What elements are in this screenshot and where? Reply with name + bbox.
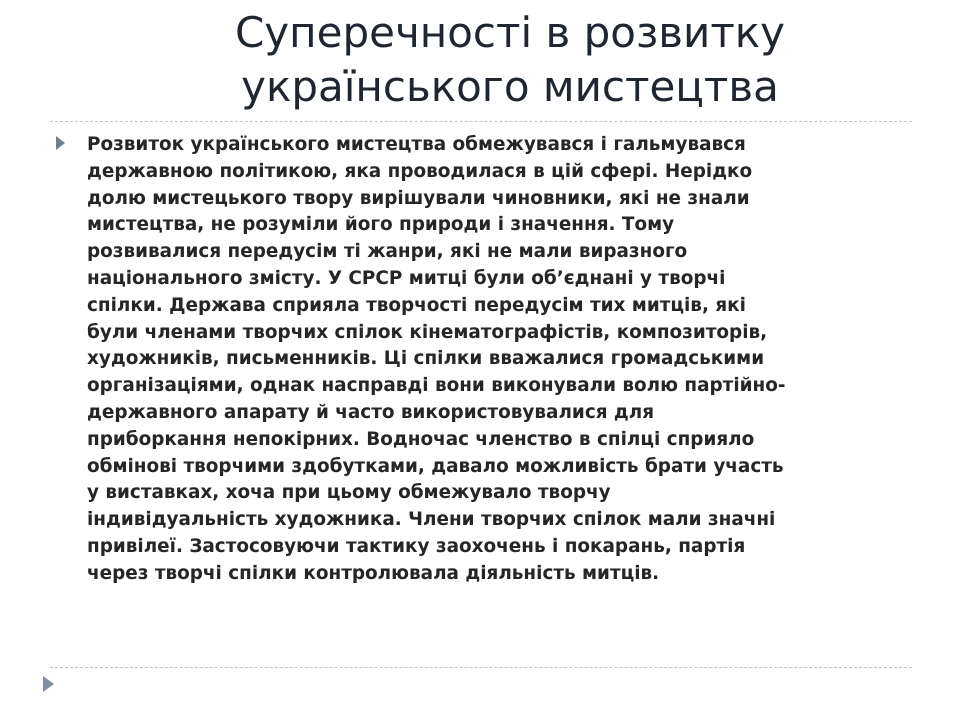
triangle-corner-icon	[43, 676, 54, 692]
bottom-divider	[50, 667, 912, 668]
slide-body-text: Розвиток українського мистецтва обмежувався і гальмувався державною політикою, яка проводилася в цій сфері. Нерідко долю мистецького твору вирішували чиновники, які не знали мистецтва, не розуміли його природи і значення. Тому розвивалися передусім ті жанри, які не мали виразного національного змісту. У СРСР митці були об’єднані у творчі спілки. Держава сприяла творчості передусім тих митців, які були членами творчих спілок кінематографістів, композиторів, художників, письменників. Ці спілки вважалися громадськими організаціями, однак насправді вони виконували волю партійно- державного апарату й часто використовувалися для приборкання непокірних. Водночас членство в спілці сприяло обмінові творчими здобутками, давало можливість брати участь у виставках, хоча при цьому обмежувало творчу індивідуальність художника. Члени творчих спілок мали значні привілеї. Застосовуючи тактику заохочень і покарань, партія через творчі спілки контролювала діяльність митців.	[87, 134, 786, 584]
triangle-bullet-icon	[56, 136, 65, 150]
slide-title: Суперечності в розвитку українського мистецтва	[234, 8, 786, 111]
top-divider	[50, 121, 912, 122]
